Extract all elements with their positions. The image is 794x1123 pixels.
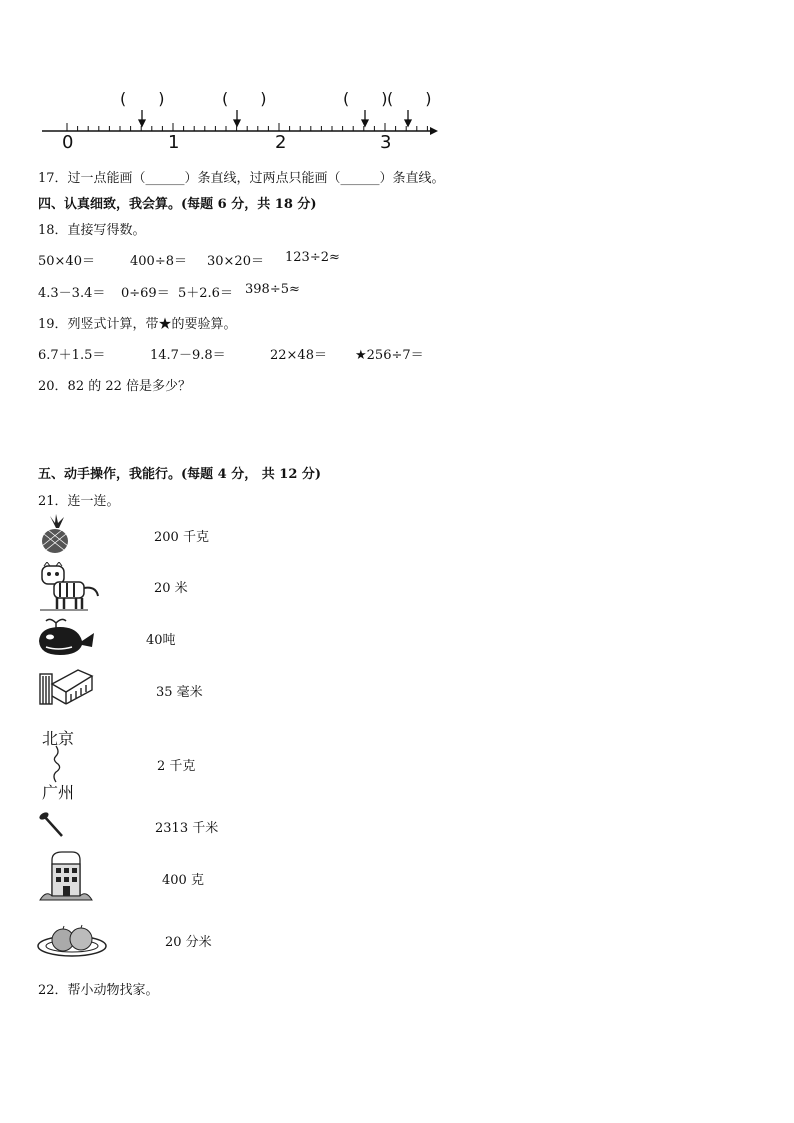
whale-icon (36, 617, 98, 657)
tick-label-2: 2 (275, 132, 287, 153)
question-22: 22．帮小动物找家。 (38, 983, 159, 998)
q19-item-2: 14.7－9.8＝ (150, 348, 226, 363)
question-20: 20．82 的 22 倍是多少？ (38, 379, 192, 394)
tiger-icon (40, 562, 102, 612)
section-4-heading: 四、认真细致，我会算。(每题 6 分，共 18 分) (38, 197, 317, 212)
tick-label-1: 1 (168, 132, 180, 153)
pineapple-icon (38, 514, 74, 554)
tick-label-0: 0 (62, 132, 74, 153)
bed-icon (38, 664, 94, 708)
map-route-icon (40, 744, 90, 784)
tick-label-3: 3 (380, 132, 392, 153)
unit-option-2[interactable]: 20 米 (154, 581, 188, 596)
building-icon (38, 850, 94, 904)
unit-option-1[interactable]: 200 千克 (154, 530, 209, 545)
blank-paren-3[interactable]: ( ) (343, 89, 388, 108)
q18-item-5: 4.3－3.4＝ (38, 286, 106, 301)
q19-item-3: 22×48＝ (270, 348, 327, 363)
fruit-plate-icon (36, 920, 110, 960)
question-17: 17．过一点能画（______）条直线，过两点只能画（______）条直线。 (38, 171, 445, 186)
q19-item-4: ★256÷7＝ (355, 348, 424, 363)
unit-option-8[interactable]: 20 分米 (165, 935, 212, 950)
q18-item-2: 400÷8＝ (130, 254, 187, 269)
map-label-guangzhou: 广州 (42, 783, 75, 802)
question-18: 18．直接写得数。 (38, 223, 146, 238)
q18-item-3: 30×20＝ (207, 254, 264, 269)
nail-icon (38, 810, 68, 840)
unit-option-7[interactable]: 400 克 (162, 873, 204, 888)
unit-option-5[interactable]: 2 千克 (157, 759, 196, 774)
unit-option-6[interactable]: 2313 千米 (155, 821, 219, 836)
number-line (38, 82, 448, 152)
question-21: 21．连一连。 (38, 494, 120, 509)
q18-item-7: 5＋2.6＝ (178, 286, 233, 301)
blank-paren-4[interactable]: ( ) (387, 89, 432, 108)
unit-option-3[interactable]: 40吨 (146, 633, 176, 648)
q19-item-1: 6.7＋1.5＝ (38, 348, 106, 363)
q18-item-6: 0÷69＝ (121, 286, 170, 301)
q18-item-1: 50×40＝ (38, 254, 95, 269)
question-19: 19．列竖式计算，带★的要验算。 (38, 317, 237, 332)
unit-option-4[interactable]: 35 毫米 (156, 685, 203, 700)
blank-paren-2[interactable]: ( ) (222, 89, 267, 108)
q18-item-4: 123÷2≈ (285, 250, 340, 265)
map-route (40, 726, 90, 802)
q18-item-8: 398÷5≈ (245, 282, 300, 297)
blank-paren-1[interactable]: ( ) (120, 89, 165, 108)
section-5-heading: 五、动手操作，我能行。(每题 4 分， 共 12 分) (38, 467, 322, 482)
map-label-beijing: 北京 (42, 729, 75, 748)
